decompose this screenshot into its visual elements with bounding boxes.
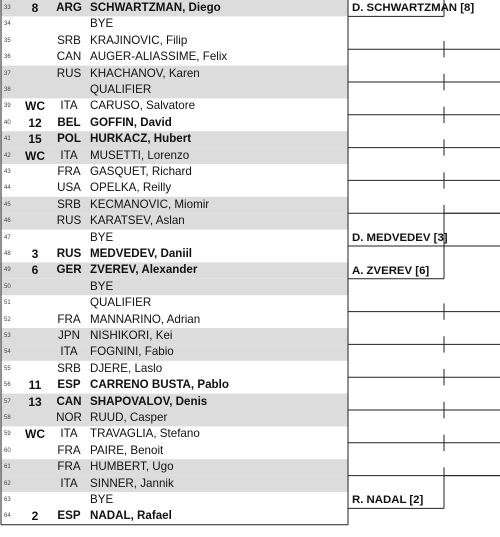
- draw-position: 52: [4, 316, 11, 323]
- draw-entry: [0, 328, 348, 344]
- seed-label: 6: [31, 263, 39, 278]
- draw-entry: [0, 262, 348, 278]
- draw-position: 41: [4, 136, 11, 143]
- country-code: CAN: [56, 394, 82, 408]
- seed-label: WC: [25, 99, 45, 114]
- country-code: SRB: [57, 33, 81, 47]
- player-name: ZVEREV, Alexander: [90, 263, 198, 277]
- player-name: AUGER-ALIASSIME, Felix: [90, 50, 228, 64]
- country-code: ITA: [60, 148, 78, 162]
- country-code: ESP: [57, 378, 81, 392]
- draw-position: 39: [4, 103, 11, 110]
- country-code: RUS: [56, 66, 82, 80]
- advancer-label: R. NADAL [2]: [352, 494, 424, 507]
- draw-position: 37: [4, 70, 11, 77]
- draw-position: 58: [4, 415, 11, 421]
- draw-entry: [0, 361, 348, 377]
- seed-label: 15: [28, 132, 42, 147]
- country-code: ITA: [60, 476, 78, 490]
- player-name: KHACHANOV, Karen: [90, 66, 200, 80]
- player-name: MUSETTI, Lorenzo: [90, 148, 190, 162]
- seed-label: 11: [28, 378, 42, 393]
- player-name: PAIRE, Benoit: [90, 443, 164, 457]
- draw-position: 45: [4, 201, 11, 208]
- draw-position: 59: [4, 431, 11, 438]
- player-name: QUALIFIER: [90, 83, 152, 96]
- draw-position: 60: [4, 447, 11, 454]
- player-name: BYE: [90, 17, 114, 31]
- draw-entry: [0, 131, 348, 147]
- draw-entry: [0, 98, 348, 114]
- draw-entry: [0, 164, 348, 180]
- draw-entry: [0, 459, 348, 475]
- player-name: FOGNINI, Fabio: [90, 345, 174, 359]
- player-name: HURKACZ, Hubert: [90, 132, 192, 146]
- draw-position: 54: [4, 349, 11, 356]
- draw-entry: [0, 312, 348, 328]
- player-name: TRAVAGLIA, Stefano: [90, 427, 200, 441]
- draw-entry: [0, 49, 348, 65]
- draw-entry: [0, 492, 348, 508]
- seed-label: 3: [31, 247, 39, 261]
- draw-entry: [0, 66, 348, 82]
- player-name: KRAJINOVIC, Filip: [90, 33, 188, 47]
- country-code: POL: [57, 132, 81, 146]
- player-name: DJERE, Laslo: [90, 361, 163, 375]
- draw-entry: [0, 443, 348, 459]
- draw-entry: [0, 377, 348, 393]
- player-name: MEDVEDEV, Daniil: [90, 247, 193, 260]
- draw-position: 43: [4, 169, 11, 175]
- player-name: SCHWARTZMAN, Diego: [90, 1, 221, 14]
- country-code: ITA: [60, 427, 78, 441]
- draw-position: 42: [4, 152, 11, 159]
- player-name: GOFFIN, David: [90, 115, 172, 129]
- country-code: USA: [57, 181, 81, 195]
- draw-entry: [0, 16, 348, 32]
- player-name: NADAL, Rafael: [90, 509, 172, 523]
- draw-position: 49: [4, 267, 11, 274]
- advancer-label: D. SCHWARTZMAN [8]: [352, 2, 475, 15]
- country-code: NOR: [56, 411, 82, 424]
- country-code: SRB: [57, 197, 81, 211]
- draw-entry: [0, 279, 348, 295]
- draw-position: 33: [4, 5, 11, 11]
- draw-entry: [0, 295, 348, 311]
- country-code: SRB: [57, 361, 81, 375]
- country-code: CAN: [56, 50, 82, 64]
- draw-entry: [0, 33, 348, 49]
- draw-position: 46: [4, 218, 11, 225]
- country-code: ITA: [60, 99, 78, 113]
- player-name: GASQUET, Richard: [90, 165, 192, 178]
- country-code: JPN: [58, 329, 80, 342]
- draw-position: 48: [4, 251, 11, 257]
- country-code: FRA: [57, 443, 81, 457]
- player-name: SHAPOVALOV, Denis: [90, 394, 208, 408]
- player-name: MANNARINO, Adrian: [90, 312, 201, 326]
- draw-entry: [0, 213, 348, 229]
- draw-position: 56: [4, 382, 11, 389]
- draw-entry: [0, 410, 348, 426]
- draw-entry: [0, 148, 348, 164]
- advancer-label: D. MEDVEDEV [3]: [352, 232, 448, 244]
- draw-entry: [0, 230, 348, 246]
- draw-position: 44: [4, 185, 11, 192]
- player-name: CARUSO, Salvatore: [90, 99, 196, 113]
- country-code: GER: [56, 263, 82, 277]
- player-name: BYE: [90, 279, 114, 293]
- draw-position: 36: [4, 54, 11, 61]
- draw-entry: [0, 246, 348, 262]
- country-code: RUS: [56, 247, 82, 260]
- draw-position: 38: [4, 87, 11, 93]
- draw-position: 63: [4, 497, 11, 503]
- draw-position: 61: [4, 464, 11, 471]
- draw-position: 53: [4, 333, 11, 339]
- draw-entry: [0, 344, 348, 360]
- draw-position: 62: [4, 480, 11, 487]
- draw-entry: [0, 82, 348, 98]
- seed-label: 13: [28, 394, 42, 409]
- country-code: ITA: [60, 345, 78, 359]
- draw-position: 50: [4, 283, 11, 290]
- seed-label: 12: [28, 115, 42, 130]
- country-code: ESP: [57, 509, 81, 523]
- draw-position: 64: [4, 513, 11, 520]
- country-code: FRA: [57, 312, 81, 326]
- player-name: KARATSEV, Aslan: [90, 214, 185, 228]
- player-name: QUALIFIER: [90, 296, 152, 310]
- player-name: BYE: [90, 230, 114, 244]
- draw-position: 51: [4, 300, 11, 307]
- country-code: BEL: [57, 115, 81, 129]
- draw-position: 55: [4, 365, 11, 372]
- player-name: KECMANOVIC, Miomir: [90, 197, 210, 211]
- player-name: BYE: [90, 493, 114, 506]
- draw-position: 35: [4, 37, 11, 44]
- player-name: NISHIKORI, Kei: [90, 329, 173, 342]
- draw-position: 47: [4, 234, 11, 241]
- draw-entry: [0, 197, 348, 213]
- draw-entry: [0, 0, 348, 16]
- draw-entry: [0, 394, 348, 410]
- country-code: RUS: [56, 214, 82, 228]
- seed-label: WC: [25, 427, 45, 442]
- advancer-label: A. ZVEREV [6]: [352, 264, 430, 277]
- draw-position: 40: [4, 119, 11, 126]
- player-name: HUMBERT, Ugo: [90, 460, 174, 474]
- draw-entry: [0, 180, 348, 196]
- player-name: RUUD, Casper: [90, 411, 168, 424]
- country-code: ARG: [56, 1, 82, 14]
- draw-entry: [0, 508, 348, 524]
- seed-label: WC: [25, 148, 45, 163]
- player-name: OPELKA, Reilly: [90, 181, 172, 195]
- seed-label: 2: [31, 509, 39, 524]
- draw-entry: [0, 115, 348, 131]
- draw-entry: [0, 426, 348, 442]
- player-name: SINNER, Jannik: [90, 476, 174, 490]
- country-code: FRA: [57, 460, 81, 474]
- draw-entry: [0, 476, 348, 492]
- seed-label: 8: [31, 1, 39, 15]
- draw-position: 57: [4, 398, 11, 405]
- player-name: CARRENO BUSTA, Pablo: [90, 378, 229, 392]
- draw-position: 34: [4, 21, 11, 28]
- country-code: FRA: [57, 165, 81, 178]
